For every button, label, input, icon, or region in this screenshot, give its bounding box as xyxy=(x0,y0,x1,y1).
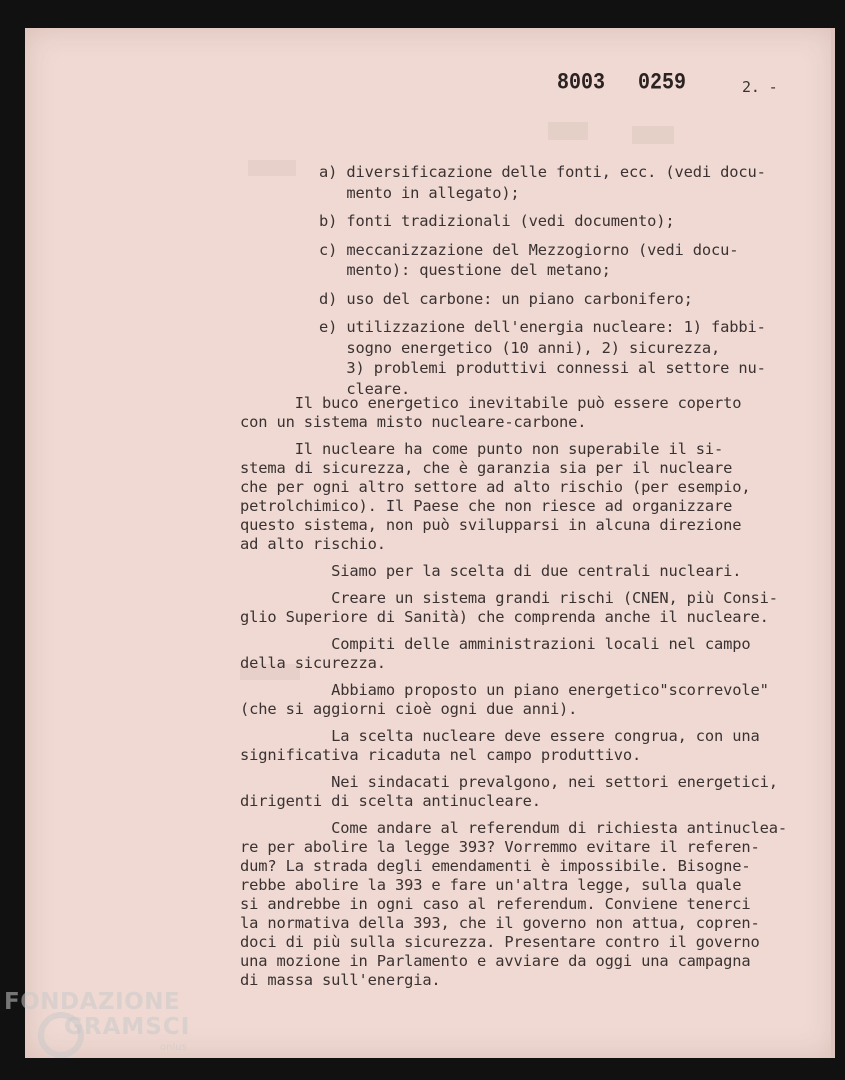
topic-list xyxy=(319,162,766,407)
fondazione-gramsci-watermark xyxy=(4,989,191,1053)
paragraph: Compiti delle amministrazioni locali nel campo della sicurezza. xyxy=(240,635,751,672)
watermark-line-3: onlus xyxy=(160,1042,187,1053)
list-item: b) fonti tradizionali (vedi documento); xyxy=(319,212,675,230)
paragraph: Il buco energetico inevitabile può essere coperto con un sistema misto nucleare-carbone. xyxy=(240,394,742,431)
paragraph: Abbiamo proposto un piano energetico"scorrevole" (che si aggiorni cioè ogni due anni). xyxy=(240,681,769,718)
bleed-through-mark xyxy=(632,126,674,144)
paragraph: Siamo per la scelta di due centrali nucleari. xyxy=(240,562,742,580)
paragraph: Come andare al referendum di richiesta antinuclea- re per abolire la legge 393? Vorremmo evitare il referen- dum? La strada degli emendamenti è impossibile. Bisogne- rebbe abolire la 393 e fare un'altra legge, sulla quale si andrebbe in ogni caso al referendum. Conviene tenerci la normativa della 393, che il governo non attua, copren- doci di più sulla sicurezza. Presentare contro il governo una mozione in Parlamento e avviare da oggi una campagna di massa sull'energia. xyxy=(240,819,787,989)
g-logo-icon xyxy=(38,1012,84,1058)
paragraph: La scelta nucleare deve essere congrua, con una significativa ricaduta nel campo produttivo. xyxy=(240,727,760,764)
page-number: 2. - xyxy=(742,78,778,96)
paragraph: Il nucleare ha come punto non superabile il si- stema di sicurezza, che è garanzia sia per il nucleare che per ogni altro settore ad alto rischio (per esempio, petrolchimico). Il Paese che non riesce ad organizzare questo sistema, non può svilupparsi in alcuna direzione ad alto rischio. xyxy=(240,440,751,553)
paragraph: Creare un sistema grandi rischi (CNEN, più Consi- glio Superiore di Sanità) che comprenda anche il nucleare. xyxy=(240,589,778,626)
body-text xyxy=(240,394,787,998)
bleed-through-mark xyxy=(248,160,296,176)
list-item: a) diversificazione delle fonti, ecc. (vedi docu- mento in allegato); xyxy=(319,163,766,202)
bleed-through-mark xyxy=(548,122,588,140)
watermark-line-1: FONDAZIONE xyxy=(4,989,181,1015)
archive-stamp-left: 8003 xyxy=(557,70,606,97)
archive-stamp-right: 0259 xyxy=(638,70,687,97)
watermark-line-2: GRAMSCI xyxy=(64,1014,191,1040)
list-item: d) uso del carbone: un piano carbonifero; xyxy=(319,289,693,308)
list-item: c) meccanizzazione del Mezzogiorno (vedi docu- mento): questione del metano; xyxy=(319,240,739,279)
paragraph: Nei sindacati prevalgono, nei settori energetici, dirigenti di scelta antinucleare. xyxy=(240,773,778,810)
list-item: e) utilizzazione dell'energia nucleare: 1) fabbi- sogno energetico (10 anni), 2) sicurezza, 3) problemi produttivi connessi al settore nu- cleare. xyxy=(319,318,766,398)
page-edge xyxy=(831,28,835,1058)
